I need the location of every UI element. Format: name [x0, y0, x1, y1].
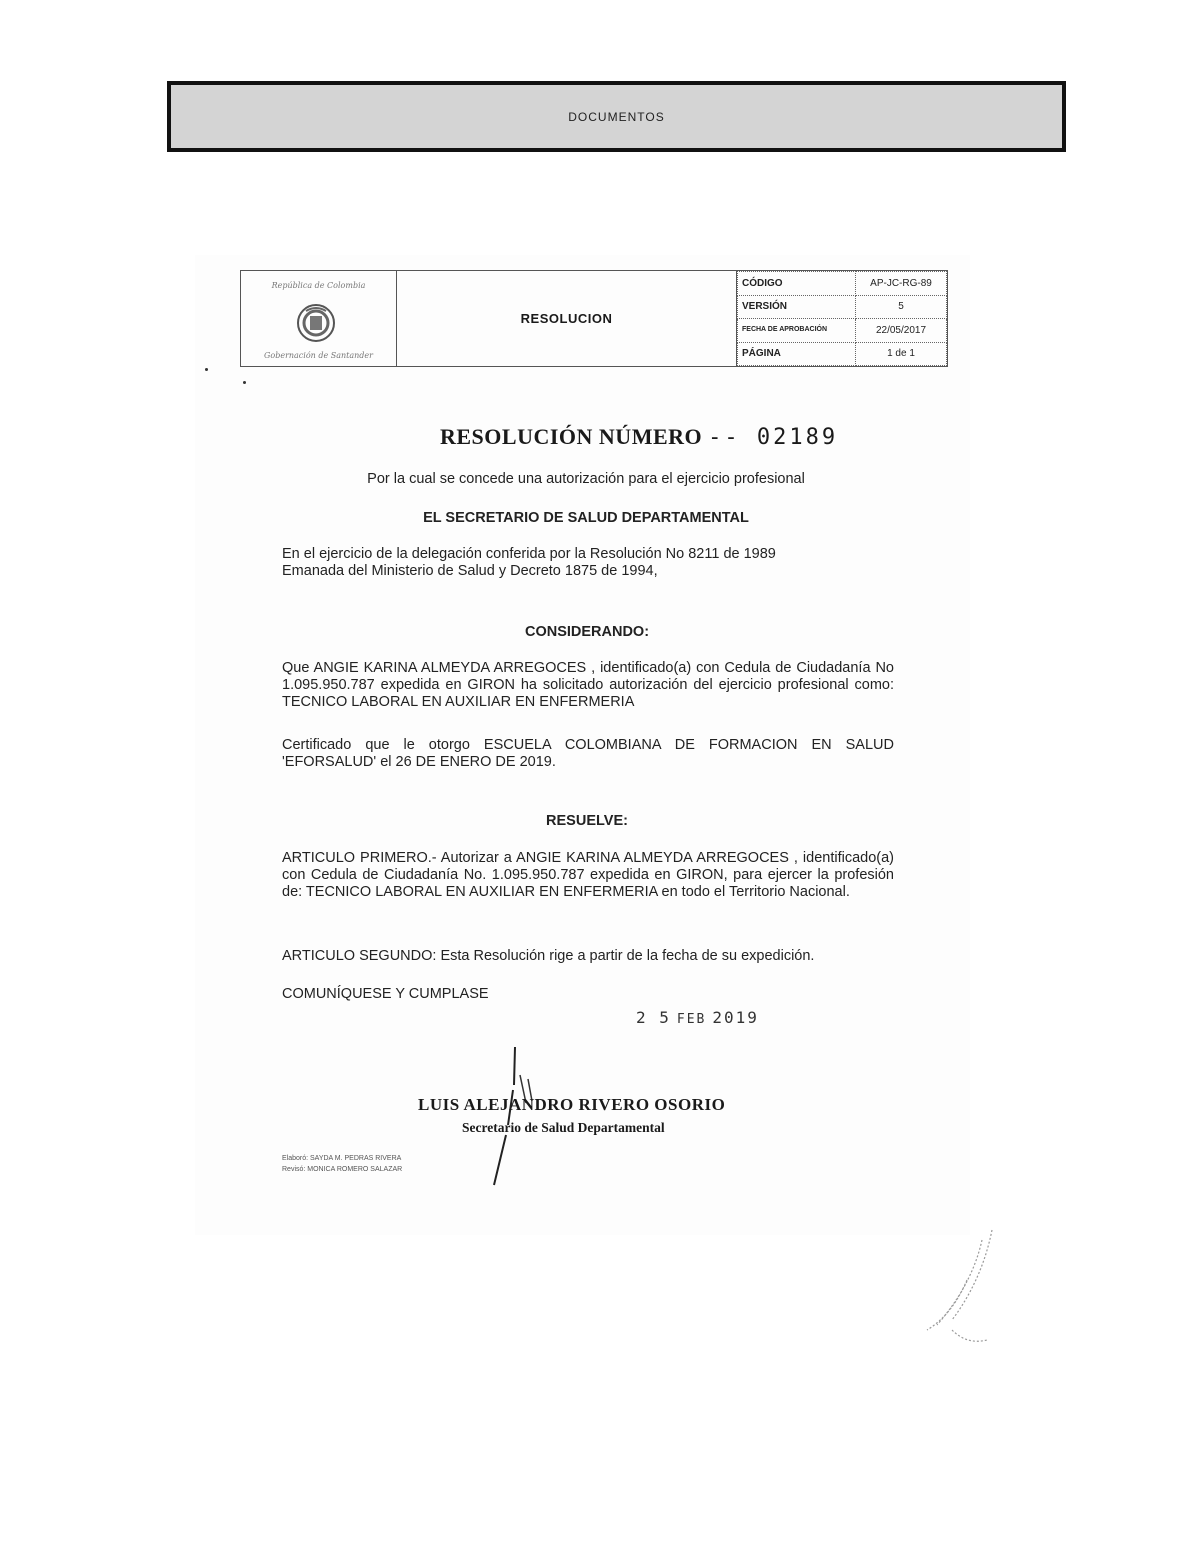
article-second: ARTICULO SEGUNDO: Esta Resolución rige a partir de la fecha de su expedición.	[282, 948, 815, 964]
meta-label: CÓDIGO	[738, 272, 856, 296]
top-banner	[167, 81, 1066, 152]
resolution-number: -- 02189	[708, 425, 839, 450]
resuelve-heading: RESUELVE:	[546, 813, 628, 829]
coat-of-arms-icon	[296, 303, 336, 343]
considerando-paragraph-2: Certificado que le otorgo ESCUELA COLOMBIANA DE FORMACION EN SALUD 'EFORSALUD' el 26 DE ENERO DE 2019.	[282, 737, 894, 770]
credit-reviewed: Revisó: MONICA ROMERO SALAZAR	[282, 1166, 403, 1173]
considerando-heading: CONSIDERANDO:	[524, 624, 650, 640]
meta-label: PÁGINA	[738, 342, 856, 366]
scan-speck	[243, 381, 246, 384]
meta-row	[738, 295, 947, 319]
header-logo	[241, 271, 397, 366]
meta-row	[738, 272, 947, 296]
header-doc-type: RESOLUCION	[397, 271, 737, 366]
credit-prepared: Elaboró: SAYDA M. PEDRAS RIVERA	[282, 1155, 402, 1162]
meta-label: FECHA DE APROBACIÓN	[738, 319, 856, 343]
faint-stamp-mark	[912, 1220, 1007, 1375]
date-stamp	[636, 1008, 759, 1027]
meta-value: 22/05/2017	[856, 319, 947, 343]
meta-value: 1 de 1	[856, 342, 947, 366]
date-year: 2019	[712, 1008, 759, 1027]
subtitle: Por la cual se concede una autorización para el ejercicio profesional	[367, 471, 805, 487]
article-first: ARTICULO PRIMERO.- Autorizar a ANGIE KARINA ALMEYDA ARREGOCES , identificado(a) con Cedula de Ciudadanía No. 1.095.950.787 expedida en GIRON, para ejercer la profesión de: TECNICO LABORAL EN AUXILIAR EN ENFERMERIA en todo el Territorio Nacional.	[282, 850, 894, 900]
closing-formula: COMUNÍQUESE Y CUMPLASE	[282, 986, 489, 1002]
logo-caption-bottom: Gobernación de Santander	[264, 351, 373, 360]
authority-heading: EL SECRETARIO DE SALUD DEPARTAMENTAL	[423, 510, 749, 526]
date-day: 2 5	[636, 1008, 671, 1027]
signatory-role: Secretario de Salud Departamental	[462, 1120, 665, 1135]
document-header	[240, 270, 948, 367]
top-banner-label: DOCUMENTOS	[568, 109, 665, 124]
signature-mark	[480, 1045, 550, 1190]
considerando-paragraph-1: Que ANGIE KARINA ALMEYDA ARREGOCES , identificado(a) con Cedula de Ciudadanía No 1.095.950.787 expedida en GIRON ha solicitado autorización del ejercicio profesional como: TECNICO LABORAL EN AUXILIAR EN ENFERMERIA	[282, 660, 894, 710]
meta-row	[738, 342, 947, 366]
date-month: FEB	[676, 1012, 707, 1027]
credits	[282, 1153, 402, 1175]
meta-value: 5	[856, 295, 947, 319]
delegation-line: Emanada del Ministerio de Salud y Decreto 1875 de 1994,	[282, 563, 658, 579]
signatory-name: LUIS ALEJANDRO RIVERO OSORIO	[418, 1095, 726, 1114]
resolution-title	[440, 424, 838, 450]
delegation-paragraph	[282, 546, 892, 580]
meta-value: AP-JC-RG-89	[856, 272, 947, 296]
meta-row	[738, 319, 947, 343]
logo-caption-top: República de Colombia	[271, 281, 366, 290]
delegation-line: En el ejercicio de la delegación conferida por la Resolución No 8211 de 1989	[282, 546, 776, 562]
resolution-title-text: RESOLUCIÓN NÚMERO	[440, 424, 703, 449]
scan-speck	[205, 368, 208, 371]
header-meta-table	[737, 271, 947, 366]
meta-label: VERSIÓN	[738, 295, 856, 319]
